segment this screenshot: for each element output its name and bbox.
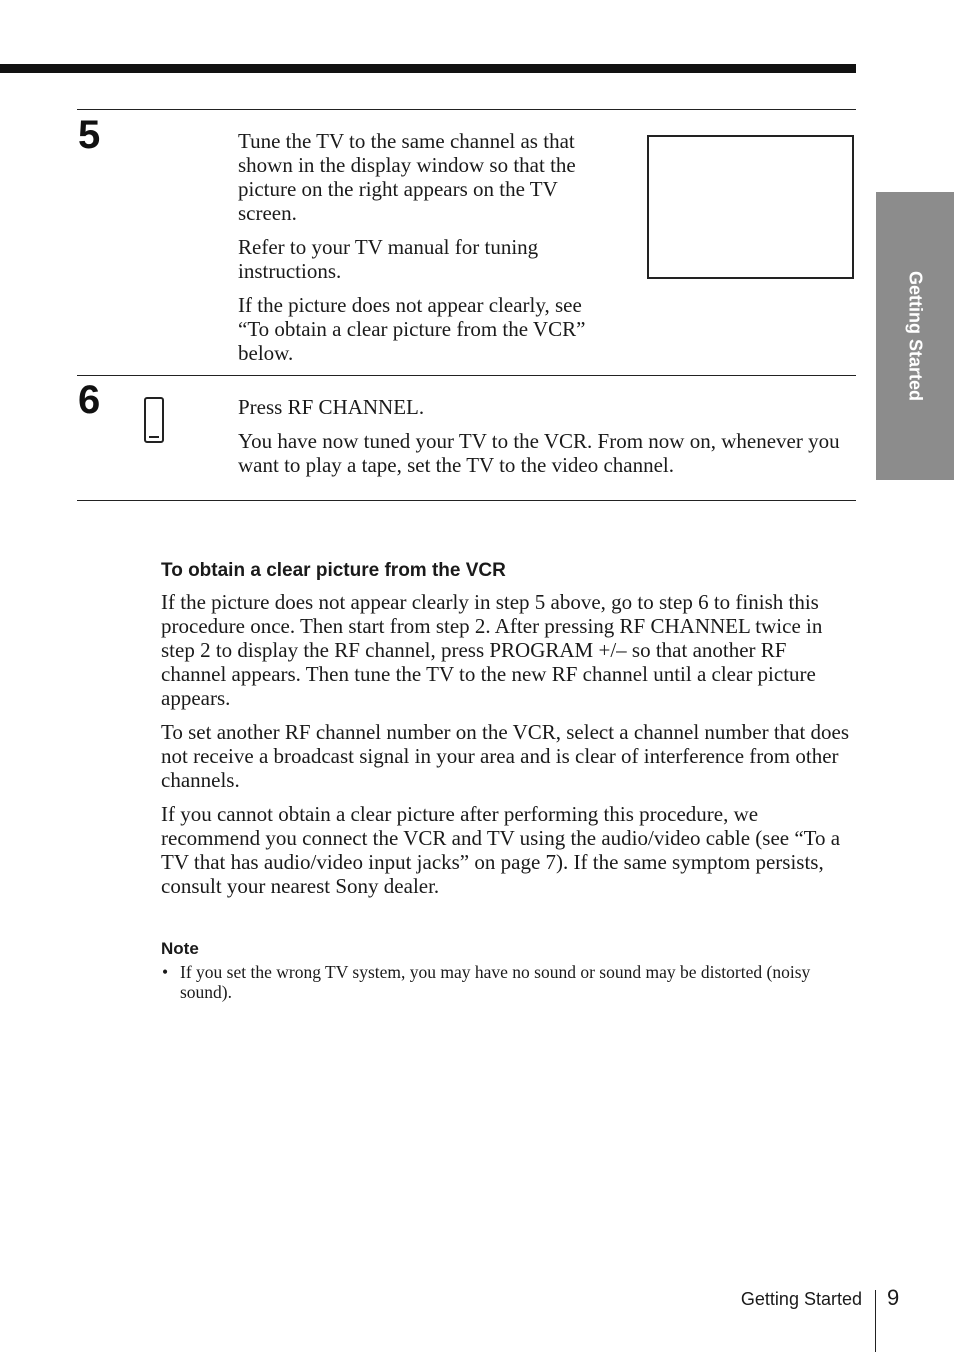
note-item-text: If you set the wrong TV system, you may have no sound or sound may be distorted (noisy sound).	[180, 962, 811, 1002]
step-5-paragraph: Refer to your TV manual for tuning instructions.	[238, 235, 539, 283]
step-6-bottom-rule	[77, 500, 856, 501]
step-5-top-rule	[77, 109, 856, 110]
side-tab	[876, 192, 954, 480]
step-6-paragraph: Press RF CHANNEL.	[238, 395, 425, 419]
note-section	[161, 938, 853, 1002]
section-paragraph: If you cannot obtain a clear picture after performing this procedure, we recommend you connect the VCR and TV using the audio/video cable (see “To a TV that has audio/video input jacks” on page 7). If the same symptom persists, consult your nearest Sony dealer.	[161, 802, 841, 898]
section-paragraph: If the picture does not appear clearly in step 5 above, go to step 6 to finish this procedure once. Then start from step 2. After pressing RF CHANNEL twice in step 2 to display the RF channel, press PROGRAM +/– so that another RF channel appears. Then tune the TV to the new RF channel until a clear picture appears.	[161, 590, 823, 710]
clear-picture-section	[161, 558, 853, 908]
step-6-number: 6	[78, 378, 101, 422]
footer-section-label: Getting Started	[740, 1289, 862, 1309]
button-icon	[144, 397, 164, 443]
step-5-text	[238, 129, 608, 375]
bullet: •	[162, 962, 169, 982]
tv-screen-illustration	[647, 135, 854, 279]
step-6-top-rule	[77, 375, 856, 376]
note-item	[161, 962, 853, 1002]
top-rule	[0, 64, 856, 73]
section-paragraph: To set another RF channel number on the VCR, select a channel number that does not receive a broadcast signal in your area and is clear of interference from other channels.	[161, 720, 850, 792]
step-5-paragraph: Tune the TV to the same channel as that shown in the display window so that the picture on the right appears on the TV screen.	[238, 129, 576, 225]
step-6-text	[238, 395, 848, 487]
section-heading: To obtain a clear picture from the VCR	[161, 560, 506, 581]
page-number: 9	[887, 1285, 900, 1310]
step-5-paragraph: If the picture does not appear clearly, see “To obtain a clear picture from the VCR” below.	[238, 293, 586, 365]
footer-divider	[875, 1290, 876, 1352]
note-heading: Note	[161, 939, 199, 958]
side-tab-label: Getting Started	[905, 270, 926, 402]
step-5-number: 5	[78, 113, 101, 157]
step-6-paragraph: You have now tuned your TV to the VCR. From now on, whenever you want to play a tape, set the TV to the video channel.	[238, 429, 840, 477]
